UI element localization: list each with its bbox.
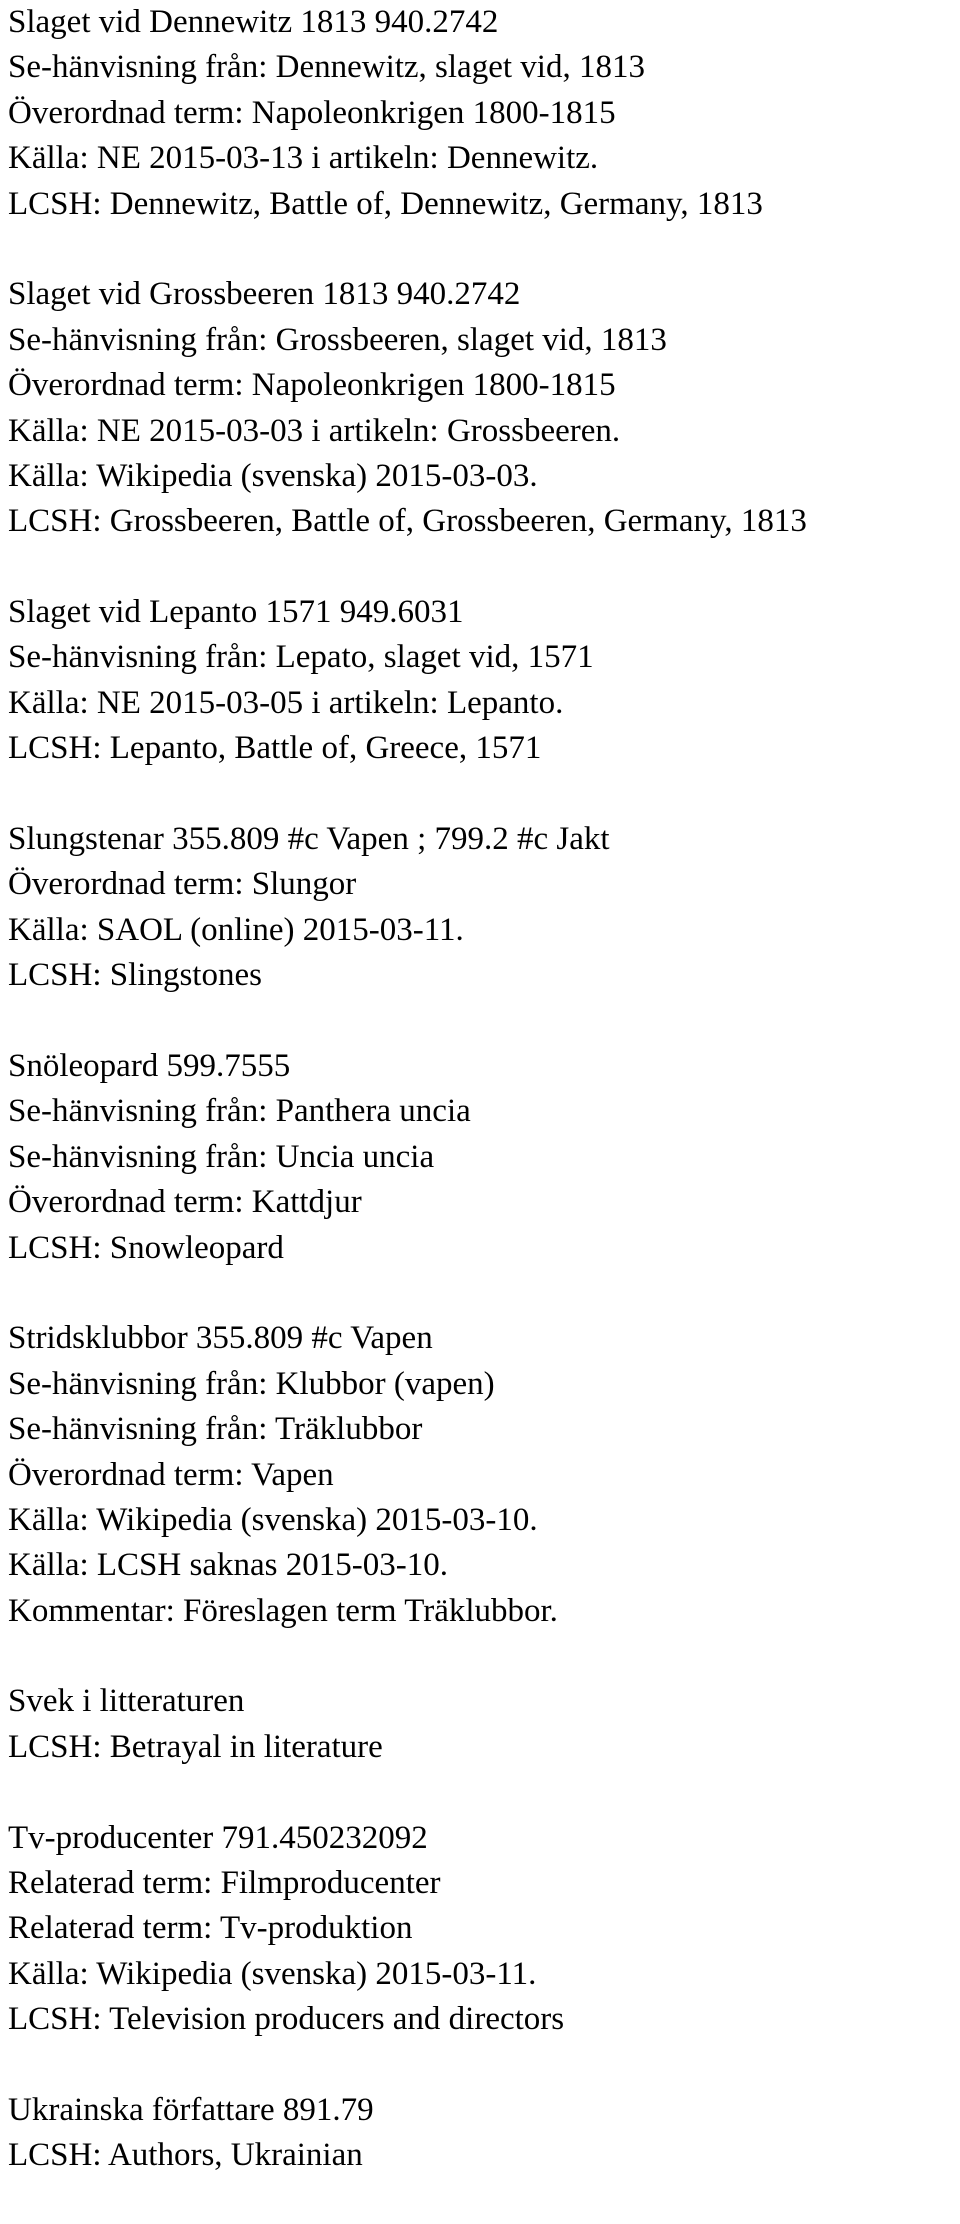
source-line: Källa: NE 2015-03-05 i artikeln: Lepanto. [8,684,564,721]
see-reference-line: Se-hänvisning från: Panthera uncia [8,1093,471,1130]
entry-svek-i-litteraturen [8,1679,960,1770]
document-body [8,0,960,2224]
entry-slaget-vid-dennewitz [8,0,960,227]
source-line: Källa: Wikipedia (svenska) 2015-03-03. [8,457,538,494]
see-reference-line: Se-hänvisning från: Uncia uncia [8,1138,435,1175]
entry-heading: Slungstenar 355.809 #c Vapen ; 799.2 #c Jakt [8,821,610,858]
broader-term-line: Överordnad term: Napoleonkrigen 1800-1815 [8,367,616,404]
lcsh-line: LCSH: Lepanto, Battle of, Greece, 1571 [8,730,542,767]
see-reference-line: Se-hänvisning från: Dennewitz, slaget vid, 1813 [8,49,645,86]
broader-term-line: Överordnad term: Kattdjur [8,1184,362,1221]
broader-term-line: Överordnad term: Napoleonkrigen 1800-1815 [8,94,616,131]
see-reference-line: Se-hänvisning från: Klubbor (vapen) [8,1365,495,1402]
entry-slaget-vid-grossbeeren [8,272,960,544]
entry-heading: Svek i litteraturen [8,1683,245,1720]
entry-heading: Slaget vid Grossbeeren 1813 940.2742 [8,276,521,313]
lcsh-line: LCSH: Snowleopard [8,1229,284,1266]
source-line: Källa: LCSH saknas 2015-03-10. [8,1547,448,1584]
lcsh-line: LCSH: Betrayal in literature [8,1728,383,1765]
lcsh-line: LCSH: Slingstones [8,957,262,994]
comment-line: Kommentar: Föreslagen term Träklubbor. [8,1592,558,1629]
see-reference-line: Se-hänvisning från: Träklubbor [8,1411,423,1448]
related-term-line: Relaterad term: Filmproducenter [8,1865,441,1902]
entry-slungstenar [8,817,960,999]
see-reference-line: Se-hänvisning från: Lepato, slaget vid, 1571 [8,639,594,676]
broader-term-line: Överordnad term: Slungor [8,866,357,903]
entry-heading: Slaget vid Dennewitz 1813 940.2742 [8,4,499,40]
source-line: Källa: Wikipedia (svenska) 2015-03-10. [8,1501,538,1538]
lcsh-line: LCSH: Dennewitz, Battle of, Dennewitz, Germany, 1813 [8,185,763,222]
source-line: Källa: NE 2015-03-13 i artikeln: Dennewitz. [8,140,599,177]
source-line: Källa: Wikipedia (svenska) 2015-03-11. [8,1955,537,1992]
entry-heading: Snöleopard 599.7555 [8,1047,291,1084]
lcsh-line: LCSH: Grossbeeren, Battle of, Grossbeeren, Germany, 1813 [8,503,807,540]
source-line: Källa: NE 2015-03-03 i artikeln: Grossbeeren. [8,412,621,449]
entry-heading: Stridsklubbor 355.809 #c Vapen [8,1320,433,1357]
lcsh-line: LCSH: Television producers and directors [8,2001,565,2038]
entry-tv-producenter [8,1816,960,2043]
entry-slaget-vid-lepanto [8,590,960,772]
entry-stridsklubbor [8,1316,960,1634]
entry-heading: Ukrainska författare 891.79 [8,2091,374,2128]
see-reference-line: Se-hänvisning från: Grossbeeren, slaget vid, 1813 [8,321,667,358]
entry-ukrainska-forfattare [8,2088,960,2179]
related-term-line: Relaterad term: Tv-produktion [8,1910,413,1947]
lcsh-line: LCSH: Authors, Ukrainian [8,2137,363,2174]
source-line: Källa: SAOL (online) 2015-03-11. [8,911,464,948]
broader-term-line: Överordnad term: Vapen [8,1456,334,1493]
entry-snoleopard [8,1044,960,1271]
entry-heading: Slaget vid Lepanto 1571 949.6031 [8,594,464,631]
entry-heading: Tv-producenter 791.450232092 [8,1819,428,1856]
